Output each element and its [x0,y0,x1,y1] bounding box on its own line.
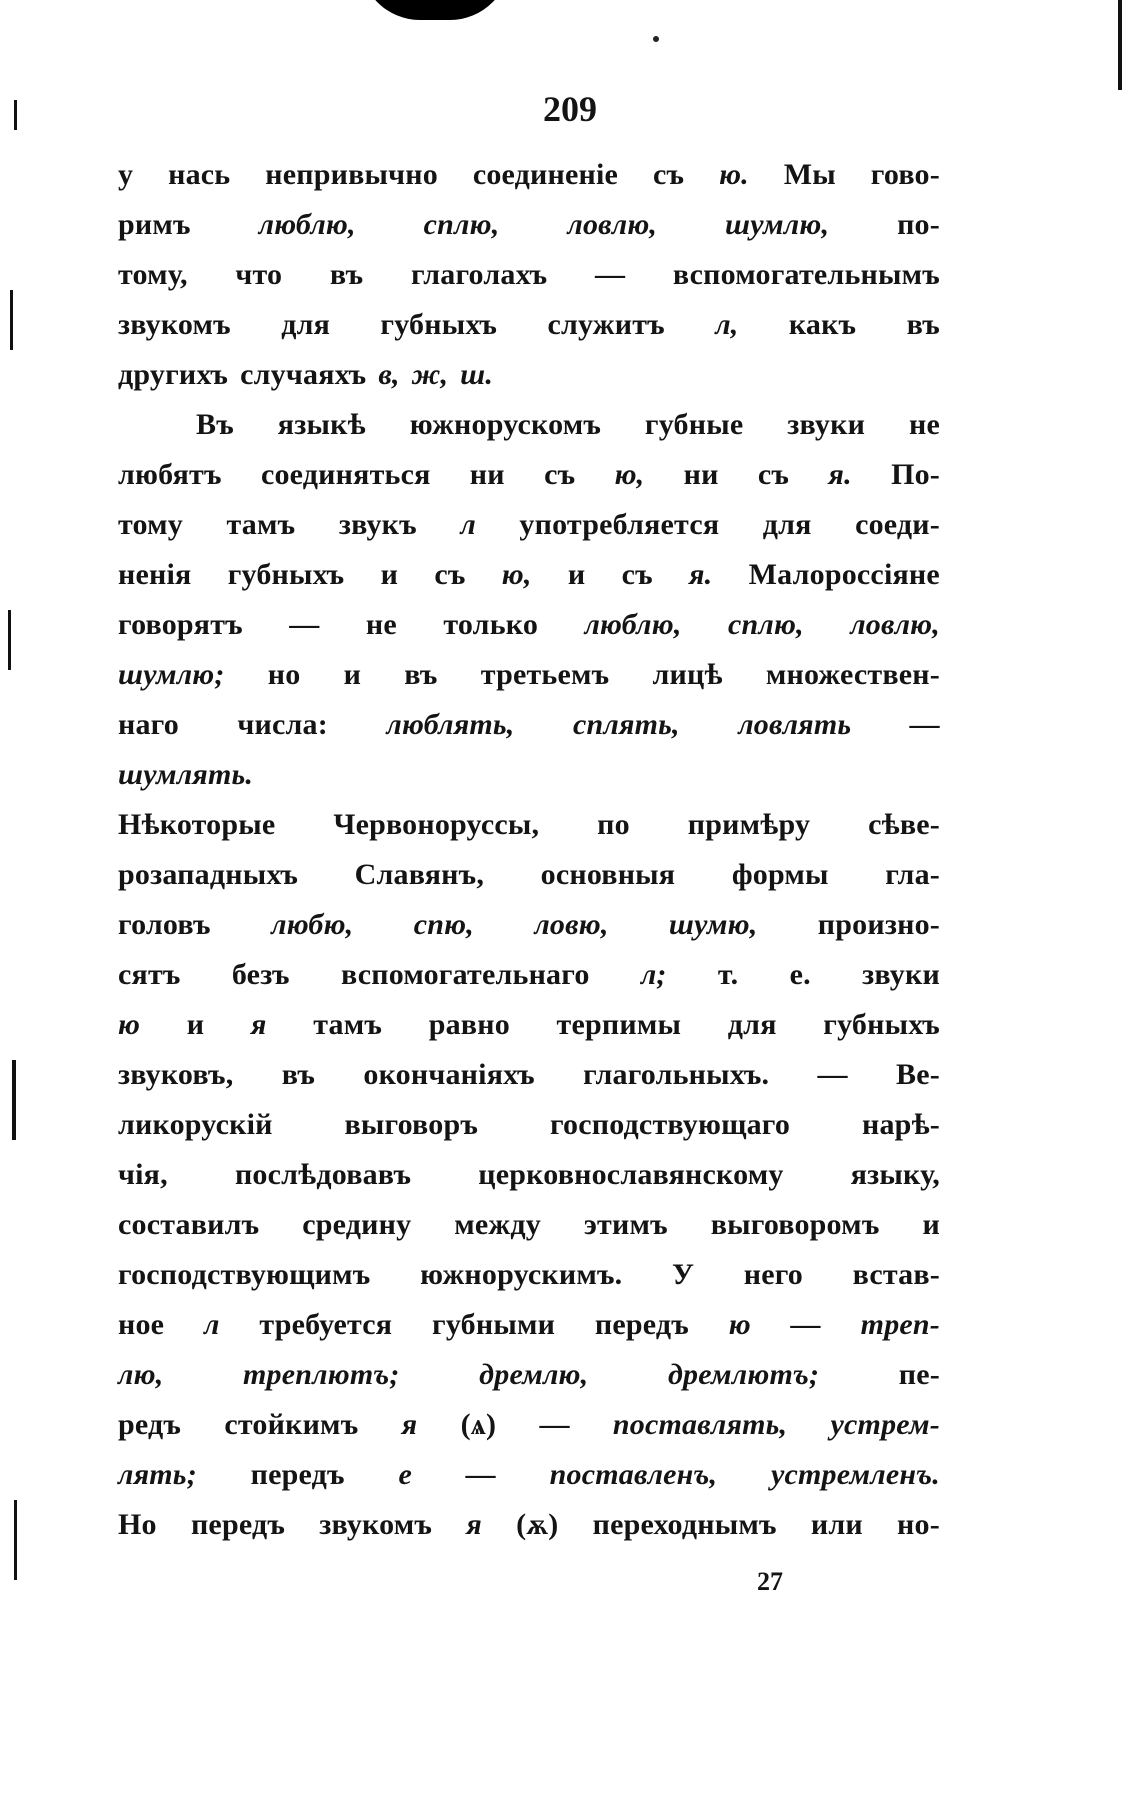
word: чія, [118,1158,168,1191]
word: ни [683,458,719,491]
italic-word: ж, [411,358,449,391]
word: звукомъ [319,1508,433,1541]
italic-word: любю, [271,908,354,941]
word: гово- [870,158,940,191]
text-line [118,708,940,758]
word: него [743,1258,804,1291]
text-line [118,858,940,908]
word: у [118,158,134,191]
italic-word: люблю, [258,208,356,241]
word: Малороссіяне [748,558,940,591]
word: но- [897,1508,940,1541]
word: терпимы [556,1008,682,1041]
word: въ [281,1058,316,1091]
page-number: 209 [543,89,597,129]
word: — [817,1058,848,1091]
italic-word: я [401,1408,418,1441]
italic-word: ю [118,1008,141,1041]
word: не [365,608,397,641]
italic-word: поставлять, [612,1408,788,1441]
italic-word: я [466,1508,482,1541]
word: по [597,808,630,841]
italic-word: е [398,1458,412,1491]
italic-word: люблю, [584,608,682,641]
italic-word: ю, [501,558,532,591]
word: губными [432,1308,556,1341]
text-line [118,808,940,858]
word: У [671,1258,695,1291]
italic-word: ловю, [534,908,609,941]
italic-word: ю, [614,458,645,491]
word: говорятъ [118,608,243,641]
word: Мы [783,158,836,191]
text-line [118,958,940,1008]
word: (ѧ) [460,1408,497,1441]
word: соеди- [855,508,940,541]
word: — [595,258,626,291]
text-line [118,308,940,358]
word: съ [434,558,466,591]
word: этимъ [583,1208,668,1241]
word: другихъ [118,358,229,391]
word: безъ [231,958,290,991]
word: господствующимъ [118,1258,371,1291]
word: послѣдовавъ [234,1158,412,1191]
word: числа: [237,708,328,741]
word: тому, [118,258,188,291]
body-text [118,158,940,1558]
word: формы [731,858,829,891]
italic-word: шумлять. [118,758,254,791]
word: ное [118,1308,165,1341]
italic-word: ловлю, [567,208,658,241]
italic-word: шумю, [668,908,758,941]
word: въ [906,308,940,341]
word: въ [329,258,364,291]
word: не [908,408,940,441]
word: — [539,1408,570,1441]
word: для [727,1008,777,1041]
word: тамъ [226,508,296,541]
word: Червоноруссы, [333,808,540,841]
word: но [267,658,301,691]
word: губныхъ [823,1008,940,1041]
word: непривычно [265,158,438,191]
word: тому [118,508,184,541]
word: соединяться [260,458,431,491]
text-line [118,1358,940,1408]
word: наго [118,708,179,741]
word: окончаніяхъ [363,1058,535,1091]
word: переходнымъ [592,1508,777,1541]
word: языкѣ [277,408,366,441]
word: для [281,308,331,341]
word: нарѣ- [862,1108,940,1141]
italic-word: я. [828,458,852,491]
word: вспомогательнаго [340,958,590,991]
signature-mark: 27 [757,1567,783,1596]
word: тамъ [313,1008,383,1041]
text-line [118,358,940,408]
text-line [118,508,940,558]
word: глаголахъ [410,258,548,291]
word: употребляется [519,508,720,541]
word: По- [891,458,940,491]
word: для [762,508,812,541]
word: требуется [259,1308,393,1341]
text-line [118,1108,940,1158]
italic-word: дремлютъ; [667,1358,820,1391]
italic-word: ловлять [738,708,852,741]
scan-edge-mark [8,610,11,670]
word: ликорускій [118,1108,273,1141]
word: основныя [540,858,676,891]
word: розападныхъ [118,858,299,891]
word: третьемъ [480,658,610,691]
word: губные [644,408,744,441]
italic-word: ловлю, [850,608,940,641]
word: глагольныхъ. [583,1058,770,1091]
word: церковнославянскому [478,1158,784,1191]
italic-word: я [250,1008,267,1041]
text-line [118,1308,940,1358]
word: и [922,1208,940,1241]
word: какъ [788,308,857,341]
text-line [118,1258,940,1308]
text-line [118,1508,940,1558]
word: множествен- [765,658,940,691]
word: т. [717,958,739,991]
word: — [289,608,320,641]
italic-word: я. [689,558,713,591]
word: передъ [250,1458,345,1491]
word: (ѫ) [516,1508,559,1541]
scan-edge-mark [10,290,13,350]
word: Славянъ, [354,858,485,891]
text-line [118,1008,940,1058]
word: съ [652,158,685,191]
text-line [118,908,940,958]
word: вспомогательнымъ [672,258,940,291]
text-line [118,408,940,458]
word: южнорускомъ [409,408,602,441]
word: губныхъ [227,558,345,591]
word: соединеніе [472,158,619,191]
word: что [235,258,283,291]
italic-word: в, [378,358,400,391]
word: произно- [817,908,940,941]
text-line [118,1208,940,1258]
italic-word: — [465,1458,496,1491]
scan-edge-mark [12,1060,16,1140]
italic-word: ю. [719,158,749,191]
italic-word: люблять, [386,708,515,741]
word: е. [789,958,811,991]
word: служитъ [547,308,665,341]
italic-word: дремлю, [479,1358,589,1391]
italic-word: поставленъ, [549,1458,718,1491]
word: между [454,1208,541,1241]
word: средину [302,1208,412,1241]
word: звуки [787,408,866,441]
word: нась [168,158,231,191]
scan-ink-blot [360,0,510,20]
italic-word: ю [728,1308,751,1341]
word: съ [544,458,576,491]
text-line [118,458,940,508]
word: стойкимъ [224,1408,359,1441]
italic-word: шумлю; [118,658,225,691]
word: ненія [118,558,192,591]
word: гла- [885,858,940,891]
text-line [118,758,940,808]
word: ни [469,458,505,491]
text-line [118,608,940,658]
word: и [186,1008,205,1041]
scan-edge-mark [14,1500,17,1580]
italic-word: спю, [413,908,474,941]
word: и [343,658,362,691]
word: римъ [118,208,191,241]
italic-word: треп- [860,1308,940,1341]
italic-word: л [460,508,476,541]
word: языку, [850,1158,940,1191]
text-line [118,558,940,608]
scan-speck [653,36,659,42]
word: звуки [862,958,940,991]
word: звуковъ, [118,1058,234,1091]
word: пе- [898,1358,940,1391]
text-line [118,658,940,708]
word: лицѣ [652,658,723,691]
italic-word: л, [715,308,739,341]
italic-word: л [204,1308,220,1341]
word: выговоромъ [710,1208,880,1241]
word: сѣве- [868,808,940,841]
italic-word: устремленъ. [770,1458,940,1491]
text-line [118,1458,940,1508]
word: господствующаго [549,1108,791,1141]
italic-word: шумлю, [725,208,830,241]
word: губныхъ [380,308,498,341]
word: по- [897,208,940,241]
italic-word: сплю, [423,208,500,241]
text-line [118,158,940,208]
text-line [118,1058,940,1108]
word: звукъ [338,508,417,541]
word: любятъ [118,458,222,491]
italic-word: лять; [118,1458,197,1491]
italic-word: сплю, [727,608,804,641]
word: въ [404,658,438,691]
text-line [118,208,940,258]
word: составилъ [118,1208,260,1241]
word: передъ [190,1508,286,1541]
word: и [380,558,399,591]
word: редъ [118,1408,182,1441]
word: Ве- [896,1058,940,1091]
italic-word: устрем- [830,1408,940,1441]
word: только [443,608,539,641]
scan-edge-mark [1118,0,1122,90]
word: примѣру [687,808,811,841]
italic-word: сплять, [572,708,680,741]
word: случаяхъ [240,358,367,391]
word: равно [428,1008,510,1041]
italic-word: ш. [460,358,494,391]
word: южнорускимъ. [420,1258,623,1291]
text-line [118,1158,940,1208]
word: съ [757,458,790,491]
word: Въ [196,408,234,441]
italic-word: треплютъ; [243,1358,400,1391]
word: выговоръ [344,1108,479,1141]
word: Но [118,1508,157,1541]
italic-word: — [790,1308,821,1341]
word: звукомъ [118,308,231,341]
text-line [118,258,940,308]
word: или [810,1508,863,1541]
text-line [118,1408,940,1458]
word: головъ [118,908,211,941]
italic-word: л; [640,958,667,991]
word: встав- [852,1258,940,1291]
italic-word: — [909,708,940,741]
word: сятъ [118,958,181,991]
word: Нѣкоторые [118,808,276,841]
word: съ [621,558,653,591]
italic-word: лю, [118,1358,164,1391]
word: передъ [594,1308,689,1341]
word: и [567,558,586,591]
